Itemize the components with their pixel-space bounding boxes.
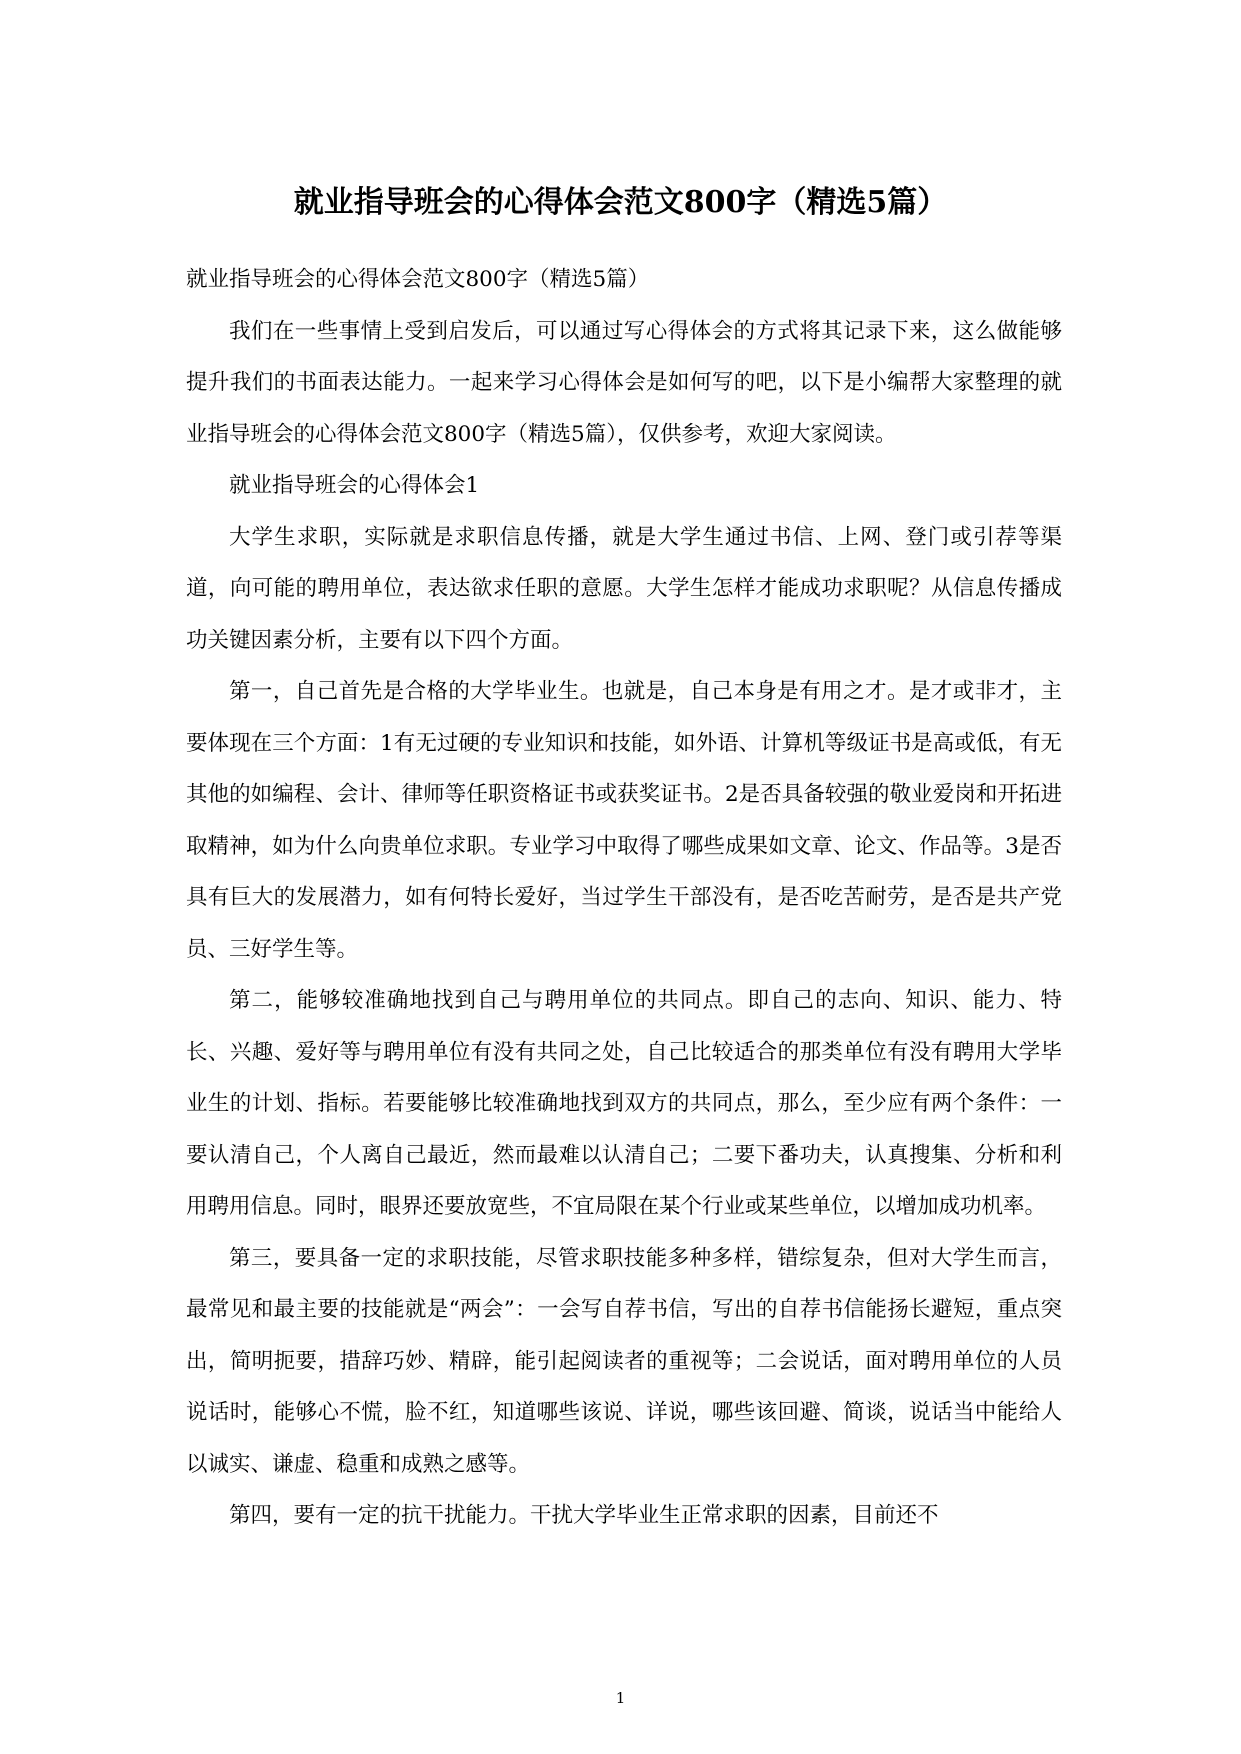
- body-paragraph: 大学生求职，实际就是求职信息传播，就是大学生通过书信、上网、登门或引荐等渠道，向可能的聘用单位，表达欲求任职的意愿。大学生怎样才能成功求职呢？从信息传播成功关键因素分析，主要有以下四个方面。: [186, 524, 1062, 653]
- document-title: 就业指导班会的心得体会范文800字（精选5篇）: [293, 185, 948, 220]
- section-heading: 就业指导班会的心得体会1: [229, 473, 480, 498]
- intro-paragraph: 我们在一些事情上受到启发后，可以通过写心得体会的方式将其记录下来，这么做能够提升我们的书面表达能力。一起来学习心得体会是如何写的吧，以下是小编帮大家整理的就业指导班会的心得体会范文800字（精选5篇），仅供参考，欢迎大家阅读。: [186, 318, 1062, 447]
- document-body: [186, 254, 1062, 1542]
- body-paragraph: 第一，自己首先是合格的大学毕业生。也就是，自己本身是有用之才。是才或非才，主要体现在三个方面：1有无过硬的专业知识和技能，如外语、计算机等级证书是高或低，有无其他的如编程、会计、律师等任职资格证书或获奖证书。2是否具备较强的敬业爱岗和开拓进取精神，如为什么向贵单位求职。专业学习中取得了哪些成果如文章、论文、作品等。3是否具有巨大的发展潜力，如有何特长爱好，当过学生干部没有，是否吃苦耐劳，是否是共产党员、三好学生等。: [186, 679, 1062, 962]
- body-paragraph: 第二，能够较准确地找到自己与聘用单位的共同点。即自己的志向、知识、能力、特长、兴趣、爱好等与聘用单位有没有共同之处，自己比较适合的那类单位有没有聘用大学毕业生的计划、指标。若要能够比较准确地找到双方的共同点，那么，至少应有两个条件：一要认清自己，个人离自己最近，然而最难以认清自己；二要下番功夫，认真搜集、分析和利用聘用信息。同时，眼界还要放宽些，不宜局限在某个行业或某些单位，以增加成功机率。: [186, 988, 1062, 1219]
- page-number: 1: [615, 1689, 626, 1707]
- body-paragraph: 第三，要具备一定的求职技能，尽管求职技能多种多样，错综复杂，但对大学生而言，最常见和最主要的技能就是“两会”：一会写自荐书信，写出的自荐书信能扬长避短，重点突出，简明扼要，措辞巧妙、精辟，能引起阅读者的重视等；二会说话，面对聘用单位的人员说话时，能够心不慌，脸不红，知道哪些该说、详说，哪些该回避、简谈，说话当中能给人以诚实、谦虚、稳重和成熟之感等。: [186, 1245, 1062, 1477]
- document-subtitle: 就业指导班会的心得体会范文800字（精选5篇）: [186, 267, 650, 292]
- body-paragraph: 第四，要有一定的抗干扰能力。干扰大学毕业生正常求职的因素，目前还不: [229, 1503, 939, 1528]
